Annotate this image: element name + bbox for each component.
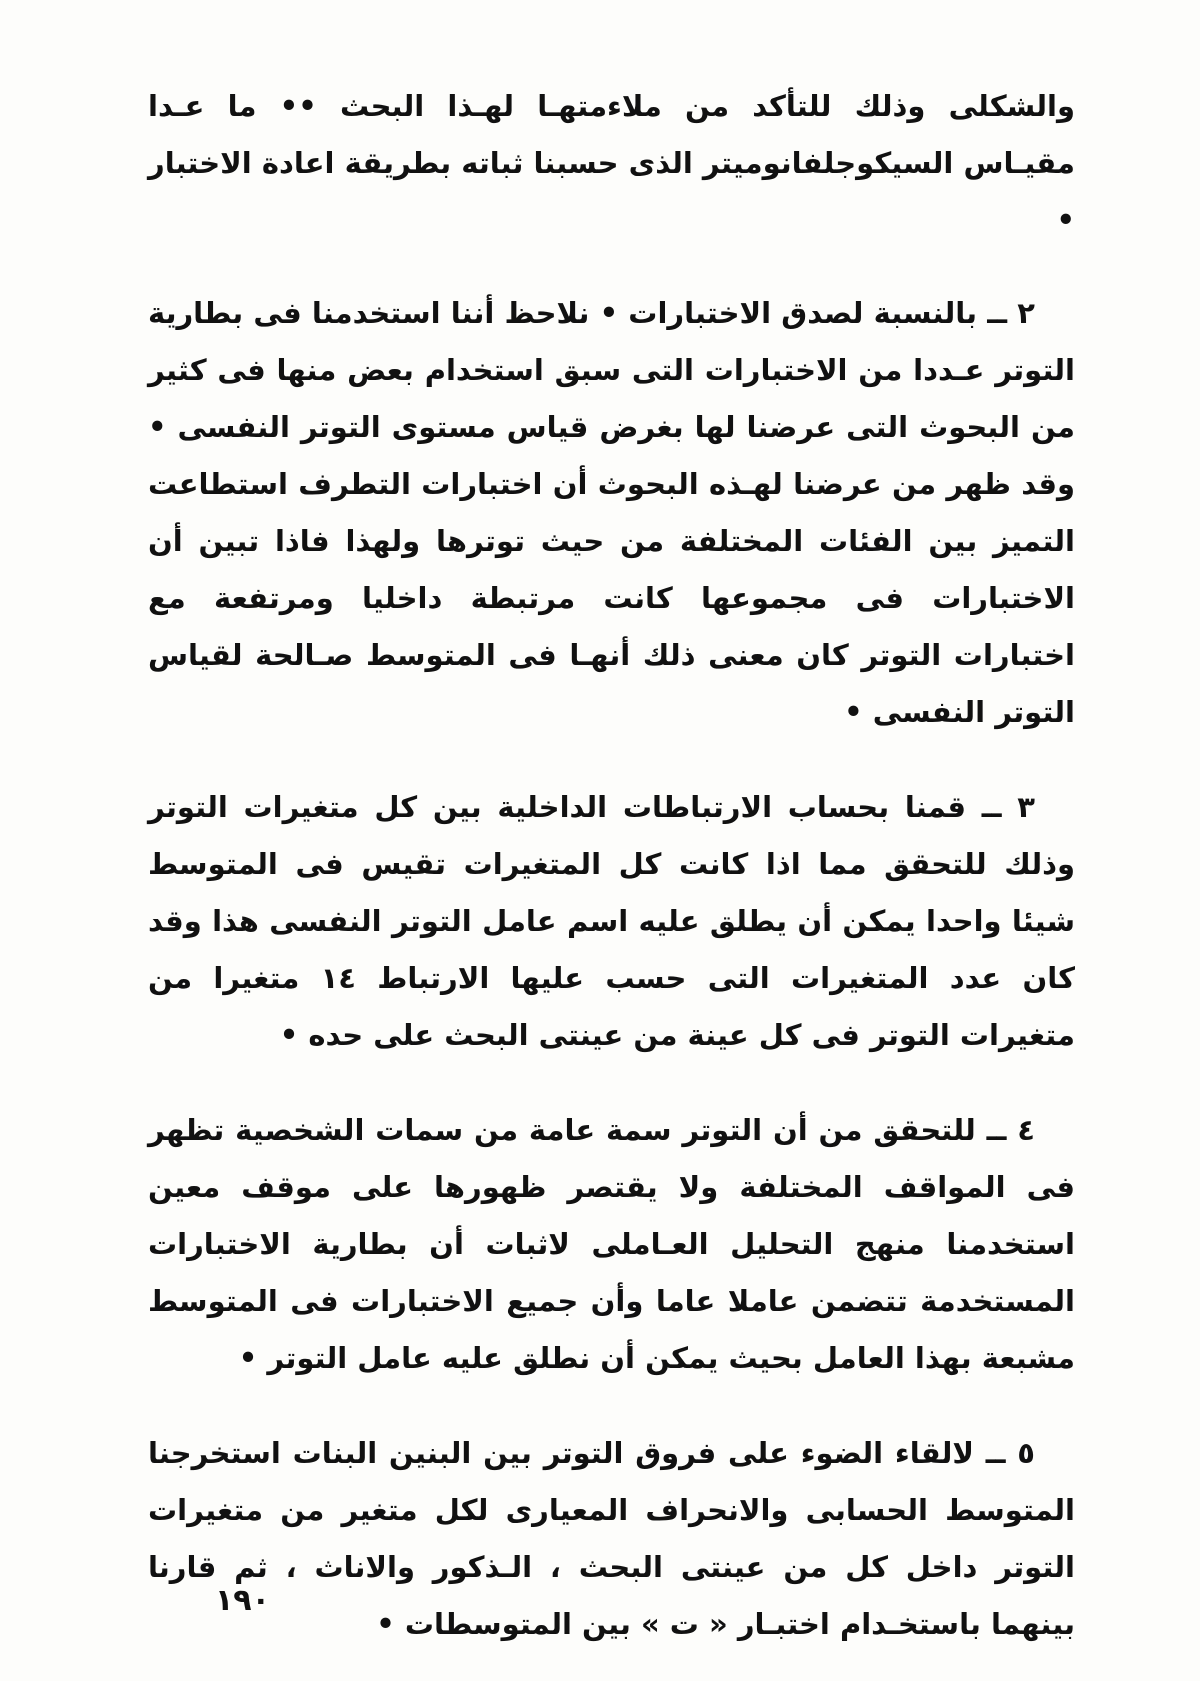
paragraph-item-3: ٣ ــ قمنا بحساب الارتباطات الداخلية بين كل متغيرات التوتر وذلك للتحقق مما اذا كانت كل المتغيرات تقيس فى المتوسط شيئا واحدا يمكن أن يطلق عليه اسم عامل التوتر النفسى هذا وقد كان عدد المتغيرات التى حسب عليها الارتباط ١٤ متغيرا من متغيرات التوتر فى كل عينة من عينتى البحث على حده •: [148, 790, 1075, 1052]
body-text: [148, 78, 1075, 1691]
paragraph-item-2: ٢ ــ بالنسبة لصدق الاختبارات • نلاحظ أننا استخدمنا فى بطارية التوتر عـددا من الاختبارات التى سبق استخدام بعض منها فى كثير من البحوث التى عرضنا لها بغرض قياس مستوى التوتر النفسى • وقد ظهر من عرضنا لهـذه البحوث أن اختبارات التطرف استطاعت التميز بين الفئات المختلفة من حيث توترها ولهذا فاذا تبين أن الاختبارات فى مجموعها كانت مرتبطة داخليا ومرتفعة مع اختبارات التوتر كان معنى ذلك أنهـا فى المتوسط صـالحة لقياس التوتر النفسى •: [148, 296, 1075, 729]
paragraph-item-5: ٥ ــ لالقاء الضوء على فروق التوتر بين البنين البنات استخرجنا المتوسط الحسابى والانحراف المعيارى لكل متغير من متغيرات التوتر داخل كل من عينتى البحث ، الـذكور والاناث ، ثم قارنا بينهما باستخـدام اختبـار « ت » بين المتوسطات •: [148, 1436, 1075, 1641]
paragraph-item-4: ٤ ــ للتحقق من أن التوتر سمة عامة من سمات الشخصية تظهر فى المواقف المختلفة ولا يقتصر ظهورها على موقف معين استخدمنا منهج التحليل العـاملى لاثبات أن بطارية الاختبارات المستخدمة تتضمن عاملا عاما وأن جميع الاختبارات فى المتوسط مشبعة بهذا العامل بحيث يمكن أن نطلق عليه عامل التوتر •: [148, 1113, 1075, 1375]
page-number: ١٩٠: [215, 1583, 270, 1618]
paragraph-continuation: والشكلى وذلك للتأكد من ملاءمتهـا لهـذا البحث •• ما عـدا مقيـاس السيكوجلفانوميتر الذى حسبنا ثباته بطريقة اعادة الاختبار •: [148, 89, 1075, 237]
